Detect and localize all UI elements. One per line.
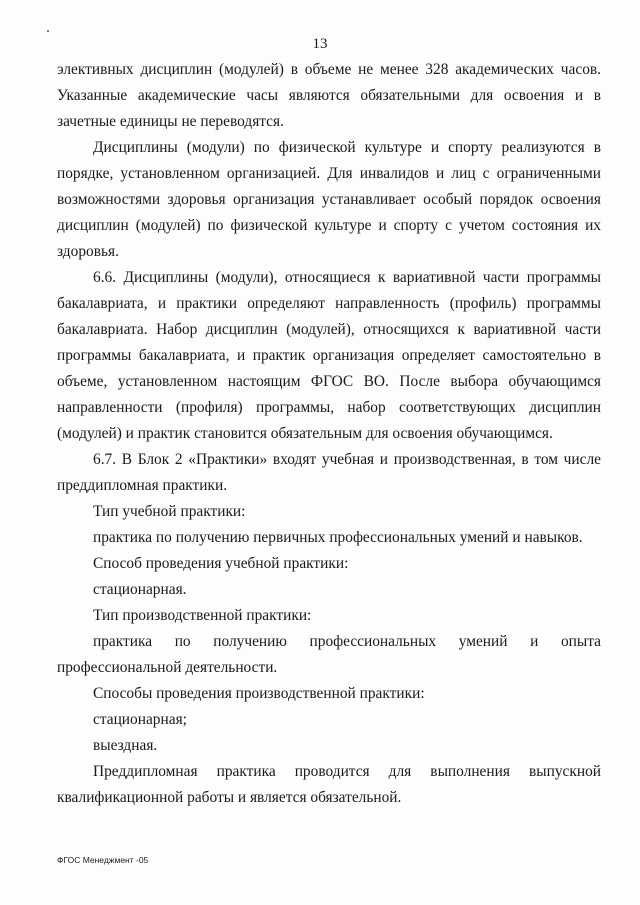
paragraph-edu-practice-method-value: стационарная. — [93, 581, 187, 598]
paragraph-physical-culture: Дисциплины (модули) по физической культуре и спорту реализуются в порядке, установленном организацией. Для инвалидов и лиц с ограниченными возможностями здоровья организация устанавливает особый порядок освоения дисциплин (модулей) по физической культуре и спорту с учетом состояния их здоровья. — [57, 139, 601, 260]
paragraph-edu-practice-type-value: практика по получению первичных профессиональных умений и навыков. — [93, 529, 583, 546]
paragraph-prod-practice-type-label: Тип производственной практики: — [93, 607, 312, 624]
paragraph-continuation: элективных дисциплин (модулей) в объеме не менее 328 академических часов. Указанные академические часы являются обязательными для освоения и в зачетные единицы не переводятся. — [57, 61, 601, 130]
paragraph-pre-diploma: Преддипломная практика проводится для выполнения выпускной квалификационной работы и является обязательной. — [57, 763, 601, 806]
paragraph-edu-practice-method-label: Способ проведения учебной практики: — [93, 555, 349, 572]
paragraph-6-6: 6.6. Дисциплины (модули), относящиеся к вариативной части программы бакалавриата, и практики определяют направленность (профиль) программы бакалавриата. Набор дисциплин (модулей), относящихся к вариативной части программы бакалавриата, и практик организация определяет самостоятельно в объеме, установленном настоящим ФГОС ВО. После выбора обучающимся направленности (профиля) программы, набор соответствующих дисциплин (модулей) и практик становится обязательным для освоения обучающимся. — [57, 269, 601, 442]
paragraph-prod-practice-method-1: стационарная; — [93, 711, 187, 728]
paragraph-prod-practice-type-value: практика по получению профессиональных умений и опыта профессиональной деятельности. — [57, 633, 601, 676]
page-footer: ФГОС Менеджмент -05 — [57, 855, 149, 865]
paragraph-edu-practice-type-label: Тип учебной практики: — [93, 503, 246, 520]
paragraph-prod-practice-methods-label: Способы проведения производственной практики: — [93, 685, 425, 702]
paragraph-prod-practice-method-2: выездная. — [93, 737, 158, 754]
scan-artifact-dot — [47, 30, 49, 32]
page-number: 13 — [312, 36, 328, 52]
document-body — [57, 57, 601, 811]
paragraph-6-7: 6.7. В Блок 2 «Практики» входят учебная и производственная, в том числе преддипломная практики. — [57, 451, 601, 494]
